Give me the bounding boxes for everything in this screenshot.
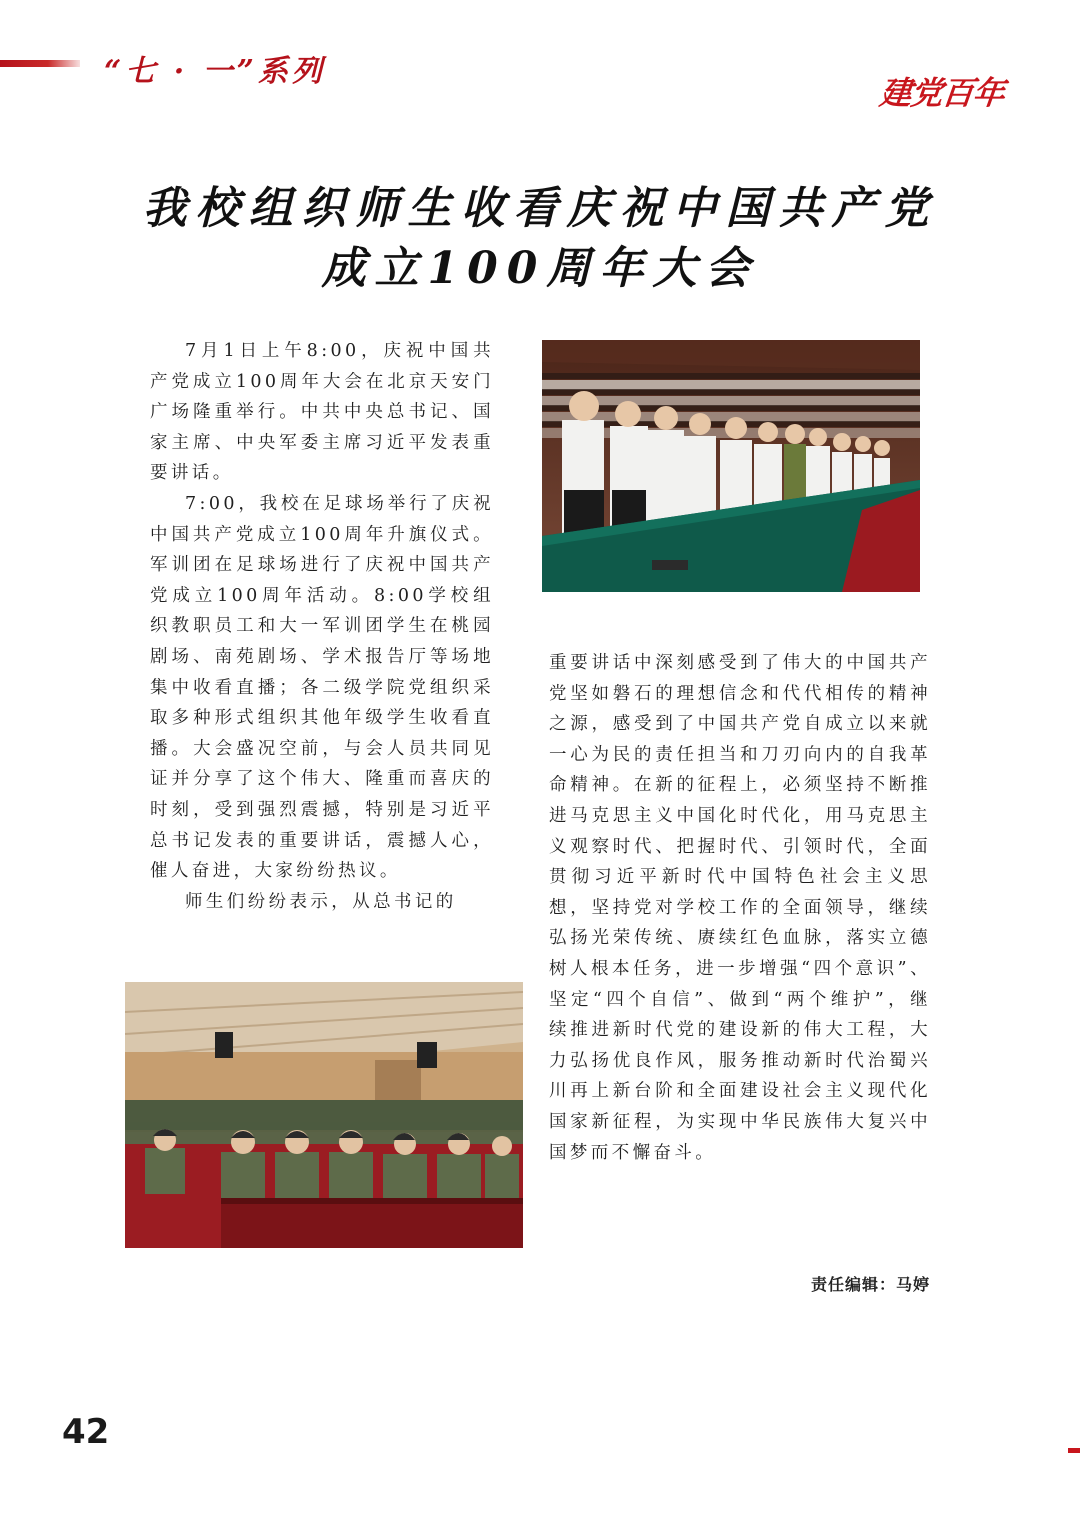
corner-mark (1068, 1448, 1080, 1453)
page-number: 42 (62, 1412, 110, 1452)
photo-leaders-standing (542, 340, 920, 592)
paragraph-3: 师生们纷纷表示，从总书记的 (185, 891, 457, 912)
paragraph-1: 7月1日上午8:00，庆祝中国共产党成立100周年大会在北京天安门广场隆重举行。中共中央总书记、国家主席、中央军委主席习近平发表重要讲话。 (150, 341, 494, 484)
photo-students-watching (125, 982, 523, 1248)
left-column (150, 336, 494, 917)
header-rule (0, 60, 80, 67)
article-title-line1: 我校组织师生收看庆祝中国共产党 (142, 183, 938, 234)
paragraph-4: 重要讲话中深刻感受到了伟大的中国共产党坚如磐石的理想信念和代代相传的精神之源，感受到了中国共产党自成立以来就一心为民的责任担当和刀刃向内的自我革命精神。在新的征程上，必须坚持不断推进马克思主义中国化时代化，用马克思主义观察时代、把握时代、引领时代，全面贯彻习近平新时代中国特色社会主义思想，坚持党对学校工作的全面领导，继续弘扬光荣传统、赓续红色血脉，落实立德树人根本任务，进一步增强“四个意识”、坚定“四个自信”、做到“两个维护”，继续推进新时代党的建设新的伟大工程，大力弘扬优良作风，服务推动新时代治蜀兴川再上新台阶和全面建设社会主义现代化国家新征程，为实现中华民族伟大复兴中国梦而不懈奋斗。 (549, 653, 931, 1163)
editor-credit: 责任编辑：马婷 (810, 1275, 930, 1294)
paragraph-2: 7:00，我校在足球场举行了庆祝中国共产党成立100周年升旗仪式。军训团在足球场进行了庆祝中国共产党成立100周年活动。8:00学校组织教职员工和大一军训团学生在桃园剧场、南苑剧场、学术报告厅等场地集中收看直播；各二级学院党组织采取多种形式组织其他年级学生收看直播。大会盛况空前，与会人员共同见证并分享了这个伟大、隆重而喜庆的时刻，受到强烈震撼，特别是习近平总书记发表的重要讲话，震撼人心，催人奋进，大家纷纷热议。 (150, 493, 494, 882)
article-title-line2: 成立100周年大会 (321, 243, 759, 294)
brand-logo: 建党百年 (877, 74, 1006, 112)
right-column (549, 648, 931, 1168)
series-label: “七 · 一”系列 (104, 54, 326, 89)
